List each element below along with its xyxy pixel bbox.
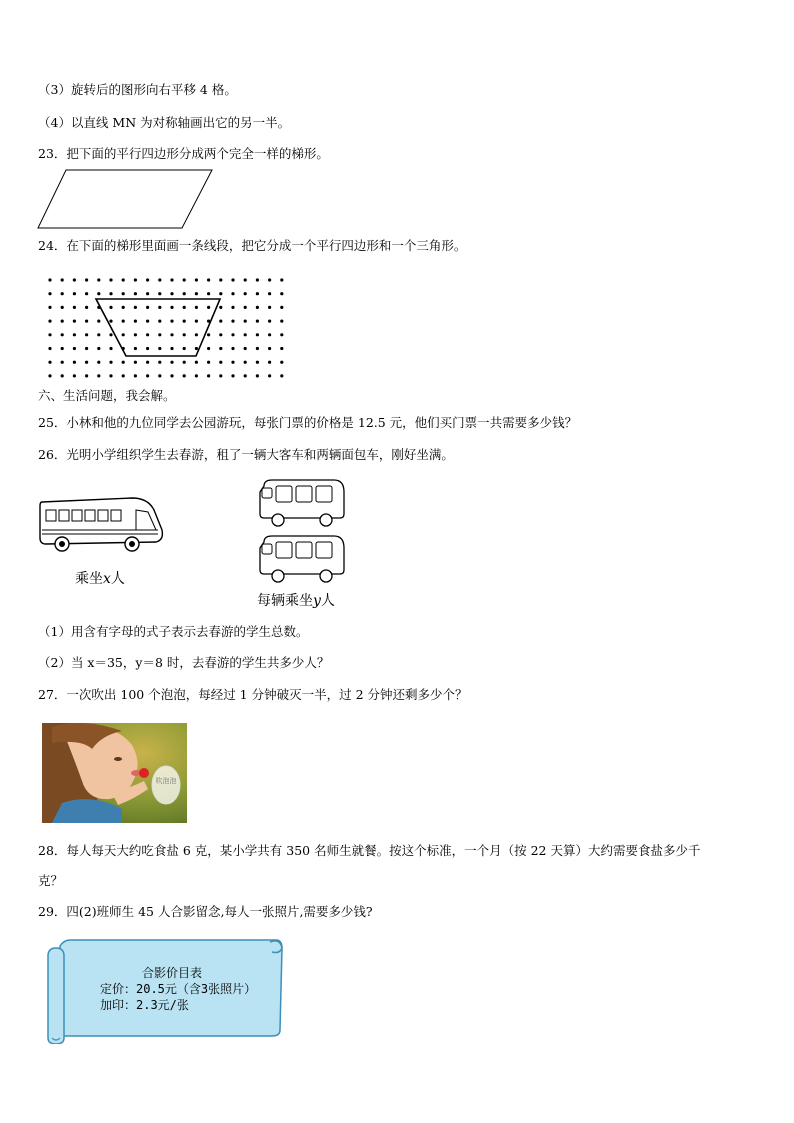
grid-dot [122, 333, 125, 336]
grid-dot [122, 278, 125, 281]
grid-dot [85, 333, 88, 336]
grid-dot [268, 292, 271, 295]
grid-dot [134, 292, 137, 295]
grid-dot [183, 306, 186, 309]
grid-dot [256, 292, 259, 295]
grid-dot [61, 306, 64, 309]
grid-dot [97, 278, 100, 281]
q27-text: 27．一次吹出 100 个泡泡，每经过 1 分钟破灭一半，过 2 分钟还剩多少个？ [38, 687, 468, 702]
grid-dot [231, 361, 234, 364]
grid-dot [109, 347, 112, 350]
grid-dot [231, 278, 234, 281]
grid-dot [158, 374, 161, 377]
grid-dot [48, 347, 51, 350]
grid-dot [268, 374, 271, 377]
grid-dot [244, 374, 247, 377]
grid-dot [170, 278, 173, 281]
grid-dot [183, 320, 186, 323]
grid-dot [207, 347, 210, 350]
grid-dot [48, 278, 51, 281]
grid-dot [183, 347, 186, 350]
grid-dot [85, 374, 88, 377]
grid-dot [256, 306, 259, 309]
price-line-1: 定价：20.5元（含3张照片） [100, 982, 257, 996]
grid-dot [158, 320, 161, 323]
grid-dot [244, 347, 247, 350]
grid-dot [85, 292, 88, 295]
grid-dot [73, 320, 76, 323]
grid-dot [109, 374, 112, 377]
q26-sub2: （2）当 x＝35，y＝8 时，去春游的学生共多少人？ [38, 655, 330, 670]
grid-dot [146, 292, 149, 295]
grid-dot [48, 320, 51, 323]
grid-dot [97, 333, 100, 336]
q22-sub3: （3）旋转后的图形向右平移 4 格。 [38, 82, 237, 97]
grid-dot [219, 361, 222, 364]
grid-dot [183, 361, 186, 364]
grid-dot [146, 333, 149, 336]
dot-grid-trapezoid [38, 272, 298, 384]
grid-dot [73, 306, 76, 309]
grid-dot [61, 361, 64, 364]
grid-dot [73, 292, 76, 295]
price-list-scroll [44, 938, 284, 1048]
q25-text: 25．小林和他的九位同学去公园游玩，每张门票的价格是 12.5 元，他们买门票一共需要多少钱？ [38, 415, 578, 430]
grid-dot [146, 278, 149, 281]
grid-dot [73, 333, 76, 336]
grid-dot [280, 374, 283, 377]
grid-dot [61, 347, 64, 350]
q23-text: 23．把下面的平行四边形分成两个完全一样的梯形。 [38, 146, 329, 161]
grid-dot [48, 333, 51, 336]
grid-dot [231, 292, 234, 295]
grid-dot [134, 374, 137, 377]
grid-dot [134, 320, 137, 323]
grid-dot [219, 347, 222, 350]
grid-dot [231, 347, 234, 350]
bus-caption: 乘坐x人 [75, 571, 125, 587]
grid-dot [170, 347, 173, 350]
grid-dot [195, 320, 198, 323]
parallelogram-figure [36, 168, 216, 232]
grid-dot [97, 292, 100, 295]
grid-dot [231, 374, 234, 377]
grid-dot [195, 361, 198, 364]
grid-dot [219, 278, 222, 281]
grid-dot [244, 306, 247, 309]
q29-text: 29．四(2)班师生 45 人合影留念,每人一张照片,需要多少钱? [38, 904, 373, 919]
grid-dot [256, 347, 259, 350]
price-line-2: 加印：2.3元/张 [100, 998, 189, 1012]
grid-dot [73, 374, 76, 377]
grid-dot [85, 361, 88, 364]
grid-dot [195, 306, 198, 309]
grid-dot [158, 347, 161, 350]
grid-dot [85, 278, 88, 281]
section-6-title: 六、生活问题，我会解。 [38, 388, 176, 403]
grid-dot [146, 374, 149, 377]
grid-dot [122, 361, 125, 364]
grid-dot [256, 320, 259, 323]
grid-dot [170, 333, 173, 336]
grid-dot [244, 361, 247, 364]
grid-dot [207, 306, 210, 309]
grid-dot [183, 292, 186, 295]
q28-text-line2: 克？ [38, 873, 64, 888]
q28-text-line1: 28．每人每天大约吃食盐 6 克，某小学共有 350 名师生就餐。按这个标准，一个月（按 22 天算）大约需要食盐多少千 [38, 843, 701, 858]
grid-dot [73, 347, 76, 350]
grid-dot [195, 333, 198, 336]
grid-dot [244, 292, 247, 295]
grid-dot [61, 292, 64, 295]
grid-dot [207, 333, 210, 336]
grid-dot [256, 278, 259, 281]
grid-dot [219, 306, 222, 309]
grid-dot [268, 278, 271, 281]
grid-dot [280, 306, 283, 309]
grid-dot [61, 333, 64, 336]
grid-dot [195, 347, 198, 350]
grid-dot [61, 278, 64, 281]
grid-dot [109, 320, 112, 323]
grid-dot [170, 320, 173, 323]
grid-dot [48, 292, 51, 295]
grid-dot [158, 306, 161, 309]
grid-dot [207, 374, 210, 377]
grid-dot [134, 333, 137, 336]
grid-dot [170, 361, 173, 364]
big-bus-illustration [36, 490, 166, 558]
grid-dot [122, 292, 125, 295]
grid-dot [158, 361, 161, 364]
grid-dot [280, 320, 283, 323]
grid-dot [48, 306, 51, 309]
grid-dot [134, 347, 137, 350]
van-illustration-2 [256, 534, 348, 586]
grid-dot [268, 333, 271, 336]
bubble-label: 吹泡泡 [155, 777, 177, 785]
grid-dot [183, 374, 186, 377]
grid-dot [109, 292, 112, 295]
van-caption: 每辆乘坐y人 [257, 593, 335, 609]
grid-dot [97, 374, 100, 377]
grid-dot [195, 278, 198, 281]
grid-dot [85, 347, 88, 350]
grid-dot [207, 292, 210, 295]
grid-dot [134, 278, 137, 281]
grid-dot [219, 374, 222, 377]
grid-dot [48, 374, 51, 377]
grid-dot [231, 306, 234, 309]
grid-dot [85, 306, 88, 309]
grid-dot [195, 374, 198, 377]
grid-dot [231, 333, 234, 336]
grid-dot [170, 374, 173, 377]
grid-dot [219, 320, 222, 323]
grid-dot [61, 374, 64, 377]
grid-dot [183, 278, 186, 281]
grid-dot [244, 320, 247, 323]
grid-dot [231, 320, 234, 323]
grid-dot [122, 320, 125, 323]
price-title: 合影价目表 [142, 966, 203, 980]
grid-dot [256, 333, 259, 336]
grid-dot [146, 361, 149, 364]
grid-dot [146, 347, 149, 350]
grid-dot [195, 292, 198, 295]
grid-dot [109, 361, 112, 364]
grid-dot [122, 374, 125, 377]
q24-text: 24．在下面的梯形里面画一条线段，把它分成一个平行四边形和一个三角形。 [38, 238, 467, 253]
van-illustration-1 [256, 478, 348, 530]
grid-dot [158, 292, 161, 295]
grid-dot [256, 361, 259, 364]
grid-dot [97, 320, 100, 323]
q22-sub4: （4）以直线 MN 为对称轴画出它的另一半。 [38, 115, 291, 130]
grid-dot [48, 361, 51, 364]
grid-dot [268, 306, 271, 309]
grid-dot [244, 333, 247, 336]
q26-sub1: （1）用含有字母的式子表示去春游的学生总数。 [38, 624, 309, 639]
grid-dot [170, 292, 173, 295]
grid-dot [97, 347, 100, 350]
grid-dot [280, 347, 283, 350]
grid-dot [280, 333, 283, 336]
grid-dot [170, 306, 173, 309]
grid-dot [122, 306, 125, 309]
grid-dot [97, 361, 100, 364]
grid-dot [207, 278, 210, 281]
grid-dot [268, 320, 271, 323]
grid-dot [85, 320, 88, 323]
grid-dot [109, 333, 112, 336]
grid-dot [109, 306, 112, 309]
grid-dot [73, 278, 76, 281]
girl-blowing-bubbles-photo [42, 723, 187, 823]
grid-dot [244, 278, 247, 281]
grid-dot [109, 278, 112, 281]
grid-dot [280, 361, 283, 364]
grid-dot [268, 347, 271, 350]
grid-dot [73, 361, 76, 364]
grid-dot [280, 278, 283, 281]
q26-text: 26．光明小学组织学生去春游，租了一辆大客车和两辆面包车，刚好坐满。 [38, 447, 454, 462]
grid-dot [146, 320, 149, 323]
grid-dot [183, 333, 186, 336]
grid-dot [207, 361, 210, 364]
grid-dot [146, 306, 149, 309]
grid-dot [61, 320, 64, 323]
grid-dot [219, 333, 222, 336]
grid-dot [280, 292, 283, 295]
grid-dot [134, 306, 137, 309]
grid-dot [158, 278, 161, 281]
grid-dot [256, 374, 259, 377]
grid-dot [134, 361, 137, 364]
grid-dot [219, 292, 222, 295]
grid-dot [158, 333, 161, 336]
grid-dot [268, 361, 271, 364]
